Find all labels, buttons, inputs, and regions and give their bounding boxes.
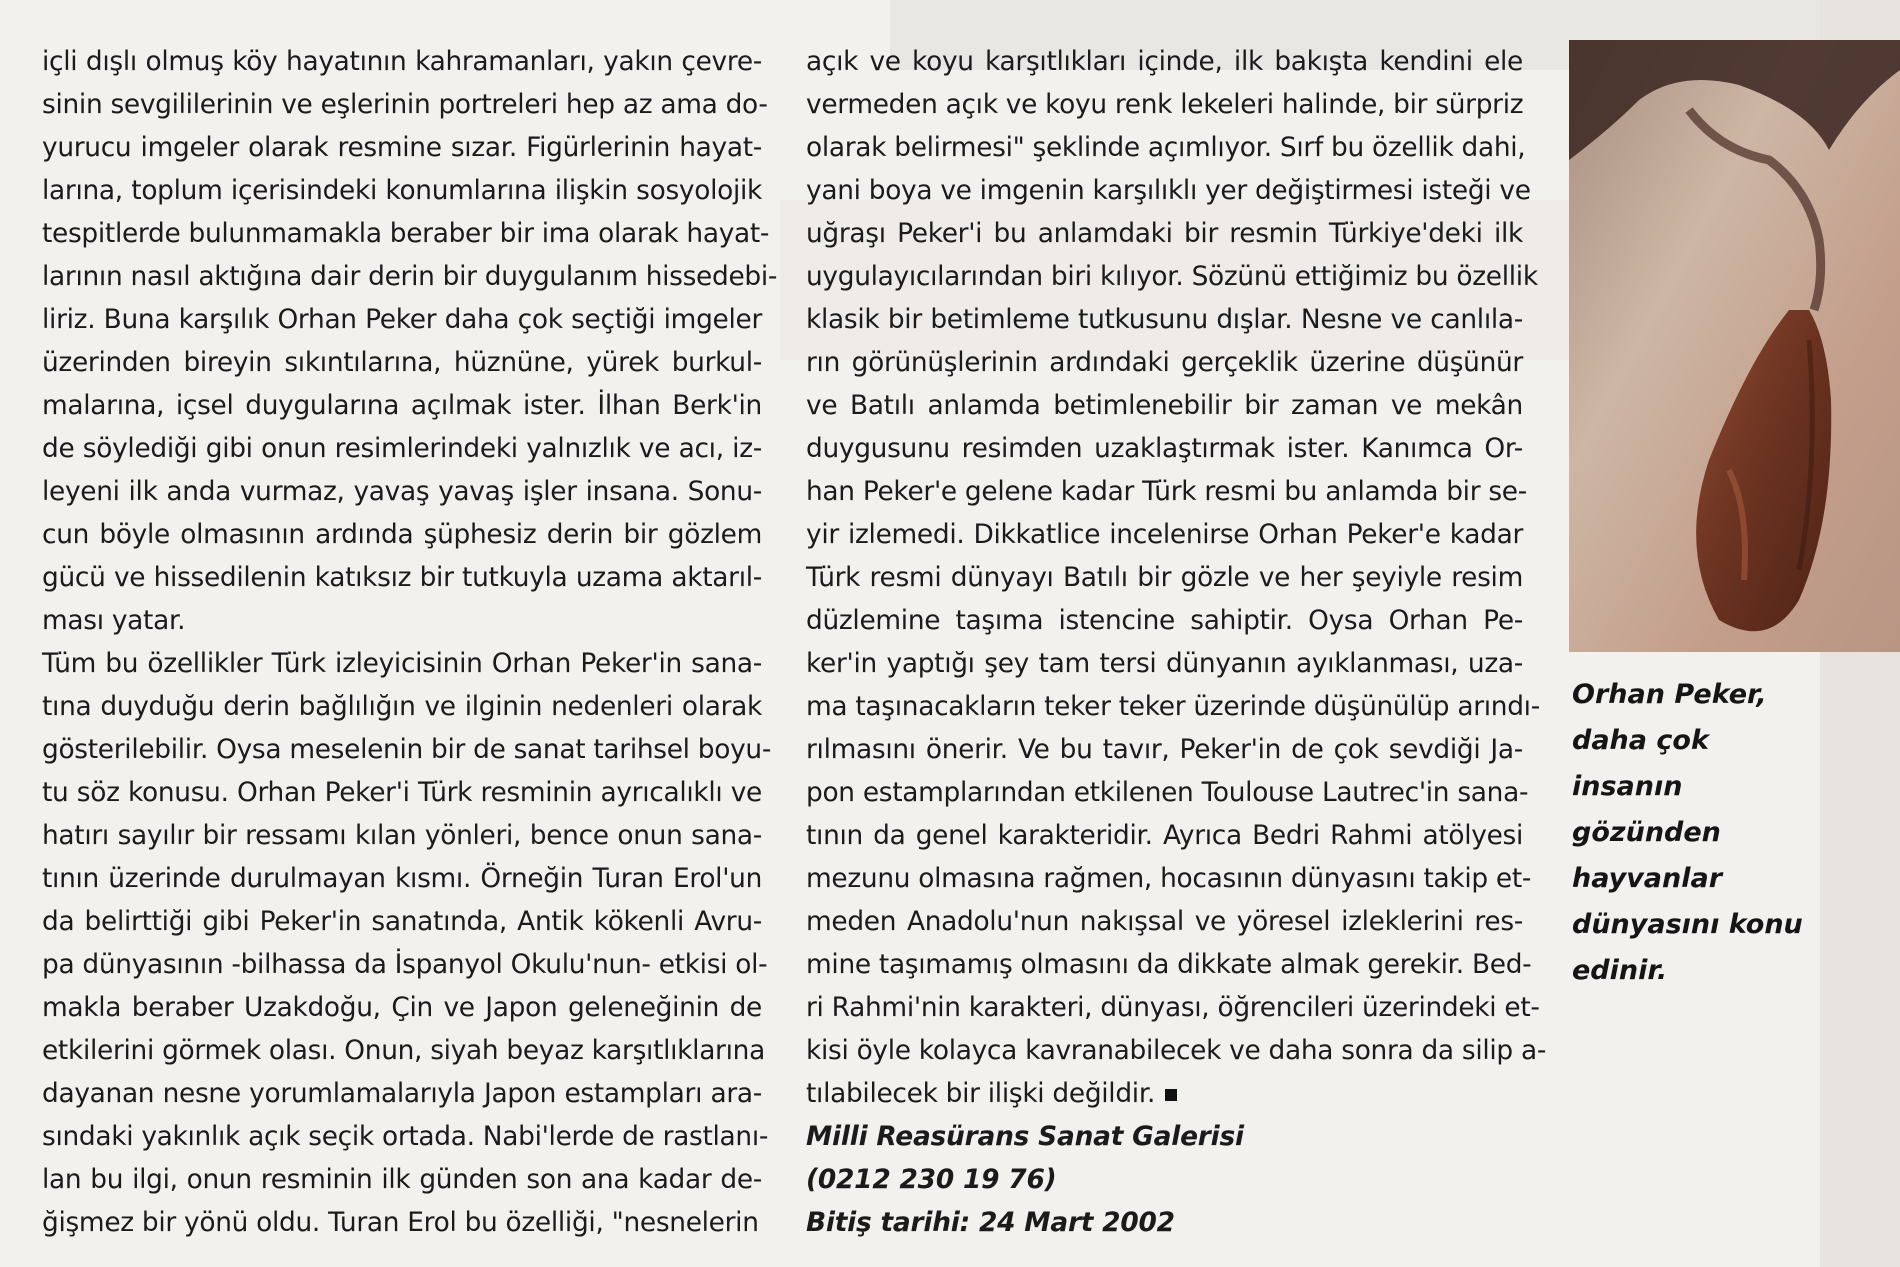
text-line: üzerinden bireyin sıkıntılarına, hüznüne, yürek burkul-	[42, 347, 762, 378]
text-line: mine taşımamış olmasını da dikkate almak gerekir. Bed-	[806, 949, 1532, 980]
text-line: lan bu ilgi, onun resminin ilk günden son ana kadar de-	[42, 1164, 762, 1195]
text-line: tespitlerde bulunmamakla beraber bir ima olarak hayat-	[42, 218, 770, 249]
text-line: gücü ve hissedilenin katıksız bir tutkuyla uzama aktarıl-	[42, 562, 762, 593]
article-column-right	[806, 40, 1547, 1244]
gallery-credit-line: (0212 230 19 76)	[806, 1164, 1057, 1195]
text-line: vermeden açık ve koyu renk lekeleri halinde, bir sürpriz	[806, 89, 1524, 120]
text-line: tılabilecek bir ilişki değildir.	[806, 1072, 1523, 1115]
text-line: de söylediği gibi onun resimlerindeki yalnızlık ve acı, iz-	[42, 433, 762, 464]
text-line: uğraşı Peker'i bu anlamdaki bir resmin Türkiye'deki ilk	[806, 218, 1523, 249]
text-line: duygusunu resimden uzaklaştırmak ister. Kanımca Or-	[806, 433, 1523, 464]
text-line: Tüm bu özellikler Türk izleyicisinin Orhan Peker'in sana-	[42, 648, 762, 679]
text-line: meden Anadolu'nun nakışsal ve yöresel izleklerini res-	[806, 906, 1523, 937]
gallery-credit-line: Bitiş tarihi: 24 Mart 2002	[806, 1207, 1175, 1238]
text-line: ması yatar.	[42, 605, 186, 636]
caption-line: Orhan Peker,	[1572, 679, 1767, 710]
text-line: ma taşınacakların teker teker üzerinde düşünülüp arındı-	[806, 691, 1540, 722]
caption-line: dünyasını konu	[1572, 909, 1803, 940]
text-line: ri Rahmi'nin karakteri, dünyası, öğrencileri üzerindeki et-	[806, 992, 1540, 1023]
text-line: yani boya ve imgenin karşılıklı yer değiştirmesi isteği ve	[806, 175, 1531, 206]
text-line: leyeni ilk anda vurmaz, yavaş yavaş işler insana. Sonu-	[42, 476, 762, 507]
text-line: açık ve koyu karşıtlıkları içinde, ilk bakışta kendini ele	[806, 46, 1523, 77]
text-line: tının üzerinde durulmayan kısmı. Örneğin Turan Erol'un	[42, 863, 762, 894]
text-line: düzlemine taşıma istencine sahiptir. Oysa Orhan Pe-	[806, 605, 1523, 636]
text-line: içli dışlı olmuş köy hayatının kahramanları, yakın çevre-	[42, 46, 762, 77]
end-mark-icon	[1165, 1089, 1177, 1101]
caption-line: edinir.	[1572, 955, 1668, 986]
text-line: tına duyduğu derin bağlılığın ve ilginin nedenleri olarak	[42, 691, 762, 722]
text-line: sinin sevgililerinin ve eşlerinin portreleri hep az ama do-	[42, 89, 768, 120]
text-line: kisi öyle kolayca kavranabilecek ve daha sonra da silip a-	[806, 1035, 1547, 1066]
text-line: makla beraber Uzakdoğu, Çin ve Japon geleneğinin de	[42, 992, 762, 1023]
text-line: dayanan nesne yorumlamalarıyla Japon estampları ara-	[42, 1078, 762, 1109]
text-line: klasik bir betimleme tutkusunu dışlar. Nesne ve canlıla-	[806, 304, 1523, 335]
text-line: Türk resmi dünyayı Batılı bir gözle ve her şeyiyle resim	[806, 562, 1523, 593]
text-line: han Peker'e gelene kadar Türk resmi bu anlamda bir se-	[806, 476, 1527, 507]
text-line: pon estamplarından etkilenen Toulouse Lautrec'in sana-	[806, 777, 1529, 808]
text-line: cun böyle olmasının ardında şüphesiz derin bir gözlem	[42, 519, 762, 550]
artwork-photo	[1569, 40, 1900, 652]
text-line: tının da genel karakteridir. Ayrıca Bedri Rahmi atölyesi	[806, 820, 1523, 851]
text-line: hatırı sayılır bir ressamı kılan yönleri, bence onun sana-	[42, 820, 762, 851]
caption-line: hayvanlar	[1572, 863, 1723, 894]
caption-line: insanın	[1572, 771, 1683, 802]
text-line: uygulayıcılarından biri kılıyor. Sözünü ettiğimiz bu özellik	[806, 261, 1538, 292]
text-line: olarak belirmesi" şeklinde açımlıyor. Sırf bu özellik dahi,	[806, 132, 1526, 163]
text-line: yir izlemedi. Dikkatlice incelenirse Orhan Peker'e kadar	[806, 519, 1523, 550]
photo-caption	[1572, 672, 1812, 994]
caption-line: daha çok	[1572, 725, 1709, 756]
text-line: gösterilebilir. Oysa meselenin bir de sanat tarihsel boyu-	[42, 734, 772, 765]
text-line: ğişmez bir yönü oldu. Turan Erol bu özelliği, "nesnelerin	[42, 1207, 759, 1238]
text-line: tu söz konusu. Orhan Peker'i Türk resminin ayrıcalıklı ve	[42, 777, 762, 808]
text-line: ker'in yaptığı şey tam tersi dünyanın ayıklanması, uza-	[806, 648, 1523, 679]
text-line: yurucu imgeler olarak resmine sızar. Figürlerinin hayat-	[42, 132, 762, 163]
text-line: malarına, içsel duygularına açılmak ister. İlhan Berk'in	[42, 390, 762, 421]
gallery-credit-line: Milli Reasürans Sanat Galerisi	[806, 1121, 1244, 1152]
text-line: sındaki yakınlık açık seçik ortada. Nabi'lerde de rastlanı-	[42, 1121, 769, 1152]
text-line: mezunu olmasına rağmen, hocasının dünyasını takip et-	[806, 863, 1532, 894]
caption-line: gözünden	[1572, 817, 1721, 848]
text-line: da belirttiği gibi Peker'in sanatında, Antik kökenli Avru-	[42, 906, 762, 937]
text-line: larının nasıl aktığına dair derin bir duygulanım hissedebi-	[42, 261, 778, 292]
text-line: larına, toplum içerisindeki konumlarına ilişkin sosyolojik	[42, 175, 762, 206]
hanging-animal-painting	[1569, 40, 1900, 652]
text-line: pa dünyasının -bilhassa da İspanyol Okulu'nun- etkisi ol-	[42, 949, 768, 980]
text-line: rın görünüşlerinin ardındaki gerçeklik üzerine düşünür	[806, 347, 1523, 378]
text-line: liriz. Buna karşılık Orhan Peker daha çok seçtiği imgeler	[42, 304, 762, 335]
text-line: rılmasını önerir. Ve bu tavır, Peker'in de çok sevdiği Ja-	[806, 734, 1523, 765]
text-line: etkilerini görmek olası. Onun, siyah beyaz karşıtlıklarına	[42, 1035, 765, 1066]
text-line: ve Batılı anlamda betimlenebilir bir zaman ve mekân	[806, 390, 1523, 421]
article-column-left	[42, 40, 778, 1244]
